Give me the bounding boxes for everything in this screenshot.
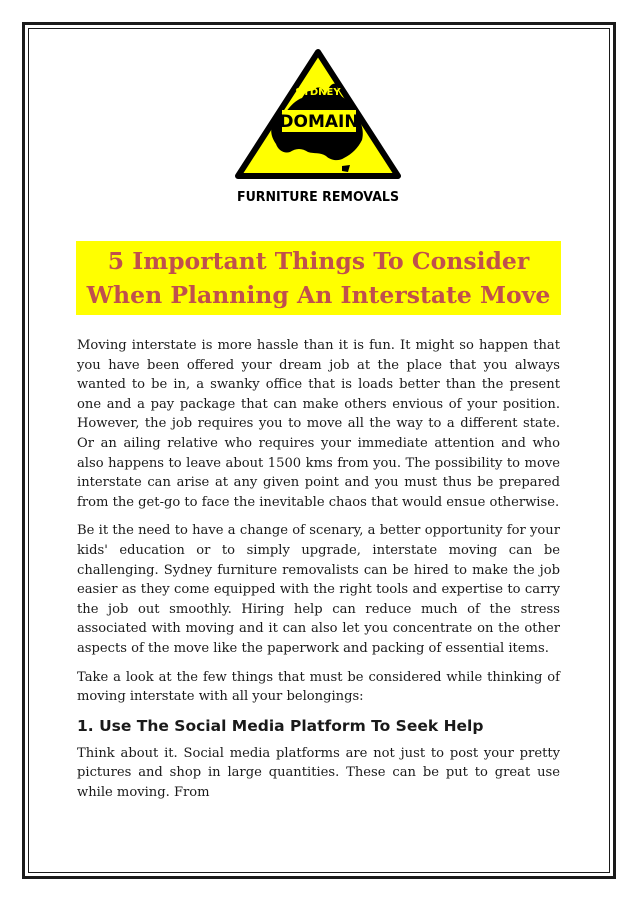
logo-text-sydney: SYDNEY [295,87,341,98]
logo-text-domain: DOMAIN [279,112,359,132]
article-body [77,336,560,811]
paragraph-removalists: Be it the need to have a change of scenary, a better opportunity for your kids' education or to simply upgrade, interstate moving can be challenging. Sydney furniture removalists can be hired to make the job easier as they come equipped with the right tools and expertise to carry the job out smoothly. Hiring help can reduce much of the stress associated with moving and it can also let you concentrate on the other aspects of the move like the paperwork and packing of essential items. [77,523,560,656]
logo-text-removals: FURNITURE REMOVALS [237,189,399,205]
article-title [76,244,561,312]
section-paragraph: Think about it. Social media platforms are not just to post your pretty pictures and shop in large quantities. These can be put to great use while moving. From [77,745,560,800]
title-line-2: When Planning An Interstate Move [86,281,551,309]
title-line-1: 5 Important Things To Consider [107,247,530,275]
section-heading: 1. Use The Social Media Platform To Seek Help [77,716,484,735]
paragraph-intro: Moving interstate is more hassle than it is fun. It might so happen that you have been offered your dream job at the place that you always wanted to be in, a swanky office that is loads better than the present one and a pay package that can make others envious of your position. However, the job requires you to move all the way to a different state. Or an ailing relative who requires your immediate attention and who also happens to leave about 1500 kms from you. The possibility to move interstate can arise at any given point and you must thus be prepared from the get-go to face the inevitable chaos that would ensue otherwise. [77,338,560,510]
paragraph-list-intro: Take a look at the few things that must be considered while thinking of moving interstate with all your belongings: [77,669,560,705]
company-logo [234,48,402,206]
